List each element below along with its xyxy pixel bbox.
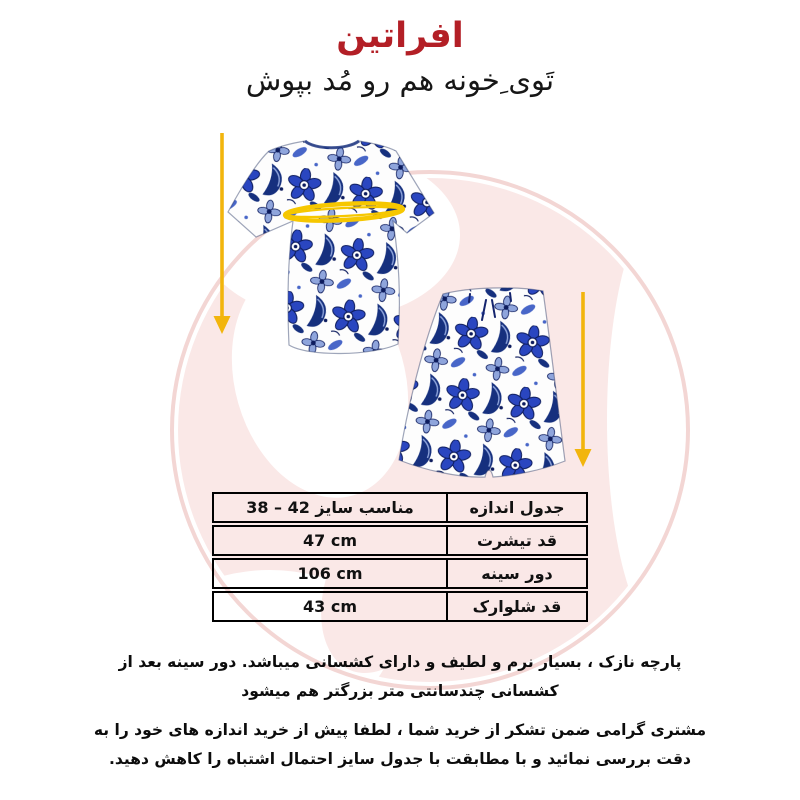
tshirt-length-label: قد تیشرت — [446, 527, 586, 554]
brand-logo: افراتین — [336, 16, 464, 56]
size-table — [212, 492, 588, 622]
table-row — [212, 591, 588, 622]
chest-circumference-label: دور سینه — [446, 560, 586, 587]
customer-notice: مشتری گرامی ضمن تشکر از خرید شما ، لطفا پیش از خرید اندازه های خود را به دقت بررسی نمائید و با مطابقت با جدول سایز احتمال اشتباه را کاهش دهید. — [93, 721, 707, 768]
brand-tagline: تَوی ِخونه هم رو مُد بپوش — [245, 63, 555, 97]
table-row — [212, 525, 588, 556]
size-table-title: جدول اندازه — [446, 494, 586, 521]
chest-circumference-value: 106 cm — [297, 564, 363, 583]
shorts-length-value: 43 cm — [303, 597, 357, 616]
watermark-cutout — [607, 205, 723, 635]
size-range-value: مناسب سایز 42 – 38 — [246, 498, 414, 517]
fabric-description: پارچه نازک ، بسیار نرم و لطیف و دارای کشسانی میباشد. دور سینه بعد از کشسانی چندسانتی متر بزرگتر هم میشود — [118, 653, 682, 700]
size-table-header-row — [212, 492, 588, 523]
table-row — [212, 558, 588, 589]
shorts-length-label: قد شلوارک — [446, 593, 586, 620]
tshirt-length-value: 47 cm — [303, 531, 357, 550]
